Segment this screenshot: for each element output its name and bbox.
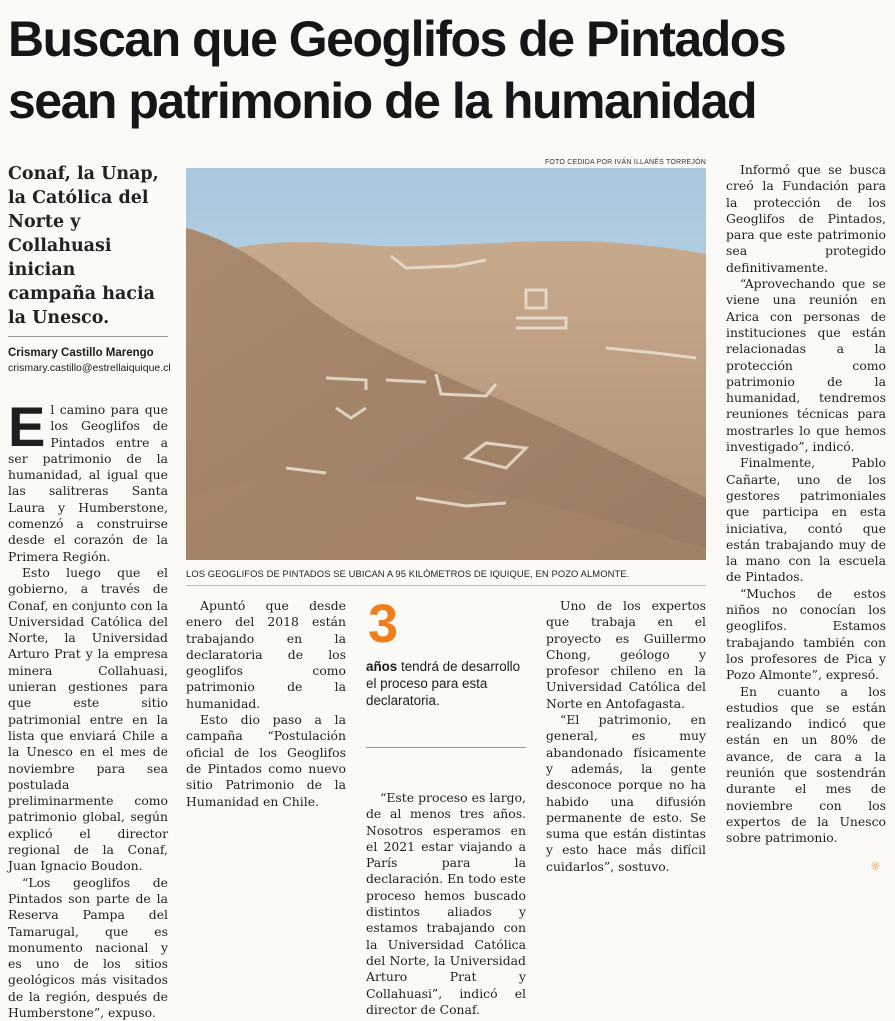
sun-icon: ☼	[870, 859, 881, 873]
article-paragraph: Esto dio paso a la campaña “Postulación oficial de los Geoglifos de Pintados como nuevo sitio Patrimonio de la Humanidad en Chile.	[186, 712, 346, 809]
article-column-4	[546, 598, 706, 878]
article-column-2	[186, 598, 346, 878]
geoglyph-photo	[186, 168, 706, 560]
article-paragraph: Esto luego que el gobierno, a través de Conaf, en conjunto con la Universidad Católica del Norte, la Universidad Arturo Prat y la empresa minera Collahuasi, unieran gestiones para que este sitio patrimonial entre en la lista que enviará Chile a la Unesco en el mes de noviembre para sea postulada preliminarmente como patrimonio global, según explicó el director regional de la Conaf, Juan Ignacio Boudon.	[8, 564, 168, 874]
byline	[8, 346, 178, 375]
headline-line-2: sean patrimonio de la humanidad	[8, 73, 757, 129]
deck-divider	[8, 336, 168, 337]
article-paragraph: “Este proceso es largo, de al menos tres años. Nosotros esperamos en el 2021 estar viajando a París para la declaración. En todo este proceso hemos buscado distintos aliados y estamos trabajando con la Universidad Católica del Norte, la Universidad Arturo Prat y Collahuasi”, indicó el director de Conaf.	[366, 790, 526, 1017]
article-paragraph: “Muchos de estos niños no conocían los geoglifos. Estamos trabajando también con los profesores de Pica y Pozo Almonte”, expresó.	[726, 585, 886, 683]
article-paragraph: “Aprovechando que se viene una reunión en Arica con personas de instituciones que están relacionadas a la protección como patrimonio de la humanidad, tendremos reuniones técnicas para mostrarles lo que hemos investigado”, indicó.	[726, 276, 886, 455]
headline-line-1: Buscan que Geoglifos de Pintados	[8, 11, 786, 67]
drop-cap: E	[8, 395, 46, 458]
article-column-5	[726, 162, 886, 876]
headline	[8, 8, 888, 132]
byline-author: Crismary Castillo Marengo	[8, 347, 154, 359]
fact-box	[366, 596, 530, 709]
article-paragraph: Apuntó que desde enero del 2018 están trabajando en la declaratoria de los geoglifos como patrimonio de la humanidad.	[186, 598, 346, 711]
article-paragraph: El camino para que los Geoglifos de Pintados entre a ser patrimonio de la humanidad, al igual que las salitreras Santa Laura y Humberstone, comenzó a construirse desde el corazón de la Primera Región.	[8, 395, 168, 564]
article-paragraph: Finalmente, Pablo Cañarte, uno de los gestores patrimoniales que participa en esta iniciativa, contó que están trabajando muy de la mano con la escuela de Pintados.	[726, 455, 886, 585]
deck-summary: Conaf, la Unap, la Católica del Norte y Collahuasi inician campaña hacia la Unesco.	[8, 164, 159, 328]
photo-caption: LOS GEOGLIFOS DE PINTADOS SE UBICAN A 95 KILÓMETROS DE IQUIQUE, EN POZO ALMONTE.	[186, 568, 630, 579]
article-paragraph: “Los geoglifos de Pintados son parte de la Reserva Pampa del Tamarugal, que es monumento nacional y es uno de los sitios geológicos más visitados de la región, después de Humberstone”, expuso.	[8, 874, 168, 1020]
article-paragraph: “El patrimonio, en general, es muy abandonado físicamente y además, la gente desconoce porque no ha habido una difusión permanente de esto. Se suma que están distintas y esto hace más difícil cuidarlos”, sostuvo.	[546, 712, 706, 874]
article-paragraph: En cuanto a los estudios que se están realizando indicó que están en un 80% de avance, de cara a la reunión que sostendrán durante el mes de noviembre con los expertos de la Unesco sobre patrimonio.	[726, 683, 886, 846]
article-column-1	[8, 395, 168, 1020]
fact-divider	[366, 747, 526, 748]
byline-email: crismary.castillo@estrellaiquique.cl	[8, 362, 171, 374]
caption-divider	[186, 585, 706, 586]
fact-text: años tendrá de desarrollo el proceso para esta declaratoria.	[366, 659, 521, 708]
photo-credit: FOTO CEDIDA POR IVÁN ILLANÉS TORREJÓN	[544, 159, 706, 166]
article-paragraph: Informó que se busca creó la Fundación para la protección de los Geoglifos de Pintados, para que este patrimonio sea protegido definitivamente.	[726, 162, 886, 275]
fact-number: 3	[368, 594, 399, 654]
article-column-3	[366, 790, 526, 1017]
article-paragraph: Uno de los expertos que trabaja en el proyecto es Guillermo Chong, geólogo y profesor chileno en la Universidad Católica del Norte en Antofagasta.	[546, 598, 706, 711]
